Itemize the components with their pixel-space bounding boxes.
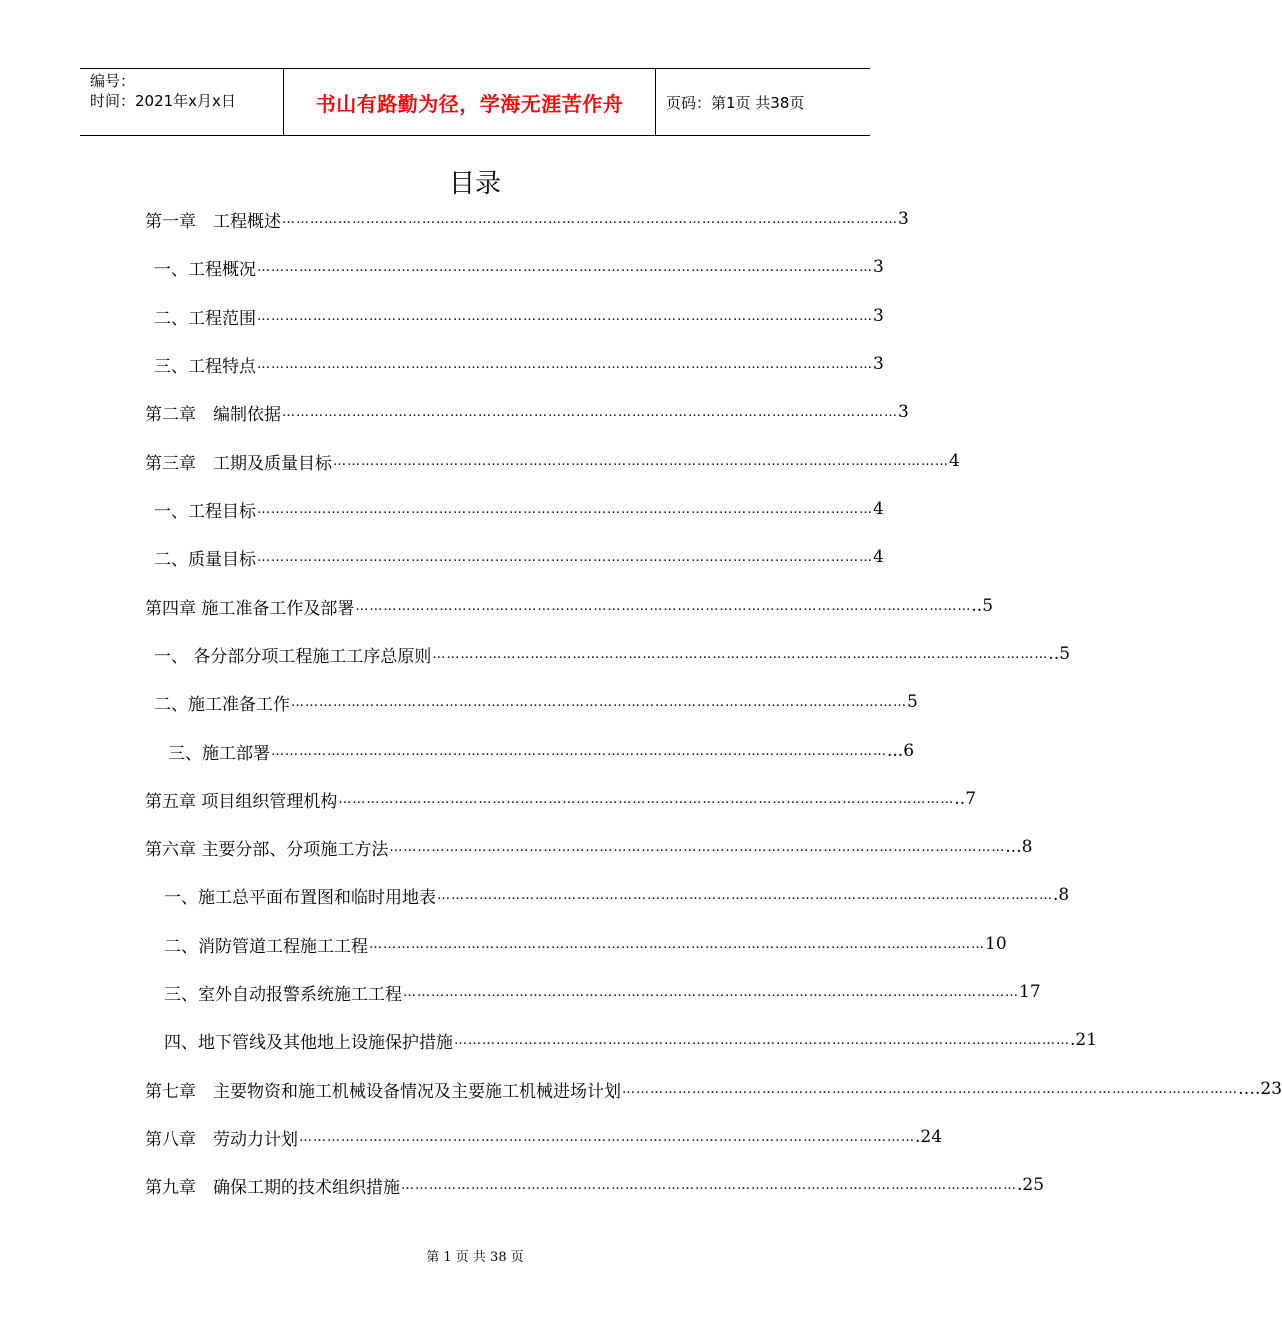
number-label: 编号：: [90, 72, 136, 90]
toc-entry[interactable]: [154, 639, 1071, 669]
toc-entry-page: 3: [873, 306, 884, 326]
toc-leader: ……………………………………………………………………………………………………………………: [355, 598, 972, 614]
toc-entry-text: 三、施工部署: [168, 743, 270, 764]
toc-entry-text: 一、 各分部分项工程施工工序总原则: [154, 646, 432, 667]
toc-entry-page: 4: [949, 451, 960, 471]
toc-entry[interactable]: [145, 784, 977, 814]
toc-entry[interactable]: [164, 880, 1070, 910]
toc-entry[interactable]: [154, 542, 884, 572]
toc-entry-page: .21: [1070, 1030, 1098, 1050]
toc-entry[interactable]: [154, 252, 884, 282]
toc-leader: ……………………………………………………………………………………………………………………: [401, 1177, 1017, 1193]
toc-entry-text: 一、施工总平面布置图和临时用地表: [164, 887, 436, 908]
toc-entry-page: ..5: [971, 596, 994, 616]
toc-leader: ……………………………………………………………………………………………………………………: [333, 453, 949, 469]
toc-entry-text: 第八章 劳动力计划: [145, 1129, 298, 1150]
document-title: 目录: [448, 169, 501, 199]
toc-leader: ……………………………………………………………………………………………………………………: [403, 984, 1019, 1000]
toc-entry-page: 10: [985, 934, 1007, 954]
toc-entry-page: 3: [898, 209, 909, 229]
toc-entry-text: 第二章 编制依据: [145, 404, 281, 425]
toc-entry[interactable]: [145, 1122, 943, 1152]
toc-entry-text: 一、工程目标: [154, 501, 256, 522]
toc-entry[interactable]: [164, 977, 1041, 1007]
toc-entry-text: 第一章 工程概述: [145, 211, 281, 232]
header-motto: 书山有路勤为径，学海无涯苦作舟: [283, 69, 656, 135]
toc-entry-page: ..5: [1048, 644, 1071, 664]
toc-entry[interactable]: [154, 494, 884, 524]
toc-entry[interactable]: [145, 832, 1033, 862]
toc-entry-text: 四、地下管线及其他地上设施保护措施: [164, 1032, 453, 1053]
toc-leader: ……………………………………………………………………………………………………………………: [622, 1081, 1238, 1097]
toc-leader: ……………………………………………………………………………………………………………………: [338, 791, 955, 807]
toc-entry[interactable]: [145, 591, 994, 621]
toc-leader: ……………………………………………………………………………………………………………………: [257, 356, 873, 372]
toc-entry-text: 三、室外自动报警系统施工工程: [164, 984, 402, 1005]
date-line: 时间：2021年x月x日: [90, 92, 236, 110]
toc-entry[interactable]: [154, 687, 918, 717]
toc-entry-page: 3: [898, 402, 909, 422]
toc-entry[interactable]: [164, 1025, 1098, 1055]
toc-entry-text: 第六章 主要分部、分项施工方法: [145, 839, 389, 860]
header-page-info: 页码：第1页 共38页: [666, 93, 805, 112]
header-meta: [80, 69, 283, 135]
page-header: [80, 68, 870, 136]
toc-leader: ……………………………………………………………………………………………………………………: [257, 308, 873, 324]
toc-leader: ……………………………………………………………………………………………………………………: [257, 259, 873, 275]
toc-entry-text: 第七章 主要物资和施工机械设备情况及主要施工机械进场计划: [145, 1081, 621, 1102]
toc-entry-page: .8: [1053, 885, 1070, 905]
toc-entry[interactable]: [145, 397, 909, 427]
toc-leader: ……………………………………………………………………………………………………………………: [299, 1129, 915, 1145]
toc-entry-text: 第三章 工期及质量目标: [145, 453, 332, 474]
toc-entry-text: 二、消防管道工程施工工程: [164, 936, 368, 957]
toc-entry-page: 17: [1019, 982, 1041, 1002]
toc-leader: ……………………………………………………………………………………………………………………: [369, 936, 985, 952]
toc-entry-page: ..7: [954, 789, 977, 809]
toc-leader: ……………………………………………………………………………………………………………………: [437, 887, 1053, 903]
toc-entry-text: 二、工程范围: [154, 308, 256, 329]
page-footer: 第 1 页 共 38 页: [426, 1250, 524, 1265]
toc-leader: ……………………………………………………………………………………………………………………: [257, 549, 873, 565]
toc-entry-text: 第九章 确保工期的技术组织措施: [145, 1177, 400, 1198]
toc-entry-text: 第五章 项目组织管理机构: [145, 791, 338, 812]
toc-entry-page: .25: [1017, 1175, 1045, 1195]
toc-leader: ……………………………………………………………………………………………………………………: [389, 839, 1006, 855]
toc-entry-page: 4: [873, 547, 884, 567]
toc-entry-text: 一、工程概况: [154, 259, 256, 280]
toc-leader: ……………………………………………………………………………………………………………………: [282, 211, 898, 227]
toc-entry-text: 二、质量目标: [154, 549, 256, 570]
toc-leader: ……………………………………………………………………………………………………………………: [257, 501, 873, 517]
toc-entry-page: ...8: [1005, 837, 1033, 857]
toc-leader: ……………………………………………………………………………………………………………………: [454, 1032, 1070, 1048]
toc-entry-page: 5: [907, 692, 918, 712]
toc-entry-page: 4: [873, 499, 884, 519]
toc-entry[interactable]: [168, 736, 915, 766]
toc-entry-text: 三、工程特点: [154, 356, 256, 377]
toc-entry[interactable]: [145, 1170, 1045, 1200]
toc-entry-page: ….23: [1238, 1079, 1282, 1099]
toc-entry-page: 3: [873, 257, 884, 277]
toc-entry-page: ...6: [887, 741, 915, 761]
toc-entry[interactable]: [145, 204, 909, 234]
toc-leader: ……………………………………………………………………………………………………………………: [271, 743, 887, 759]
toc-entry[interactable]: [154, 349, 884, 379]
toc-entry[interactable]: [164, 929, 1007, 959]
toc-entry[interactable]: [145, 1074, 1282, 1104]
toc-entry-page: 3: [873, 354, 884, 374]
toc-leader: ……………………………………………………………………………………………………………………: [282, 404, 898, 420]
toc-entry-page: .24: [915, 1127, 943, 1147]
toc-leader: ……………………………………………………………………………………………………………………: [291, 694, 907, 710]
toc-entry[interactable]: [154, 301, 884, 331]
toc-leader: ……………………………………………………………………………………………………………………: [432, 646, 1049, 662]
toc-entry-text: 二、施工准备工作: [154, 694, 290, 715]
toc-entry-text: 第四章 施工准备工作及部署: [145, 598, 355, 619]
toc-entry[interactable]: [145, 446, 960, 476]
